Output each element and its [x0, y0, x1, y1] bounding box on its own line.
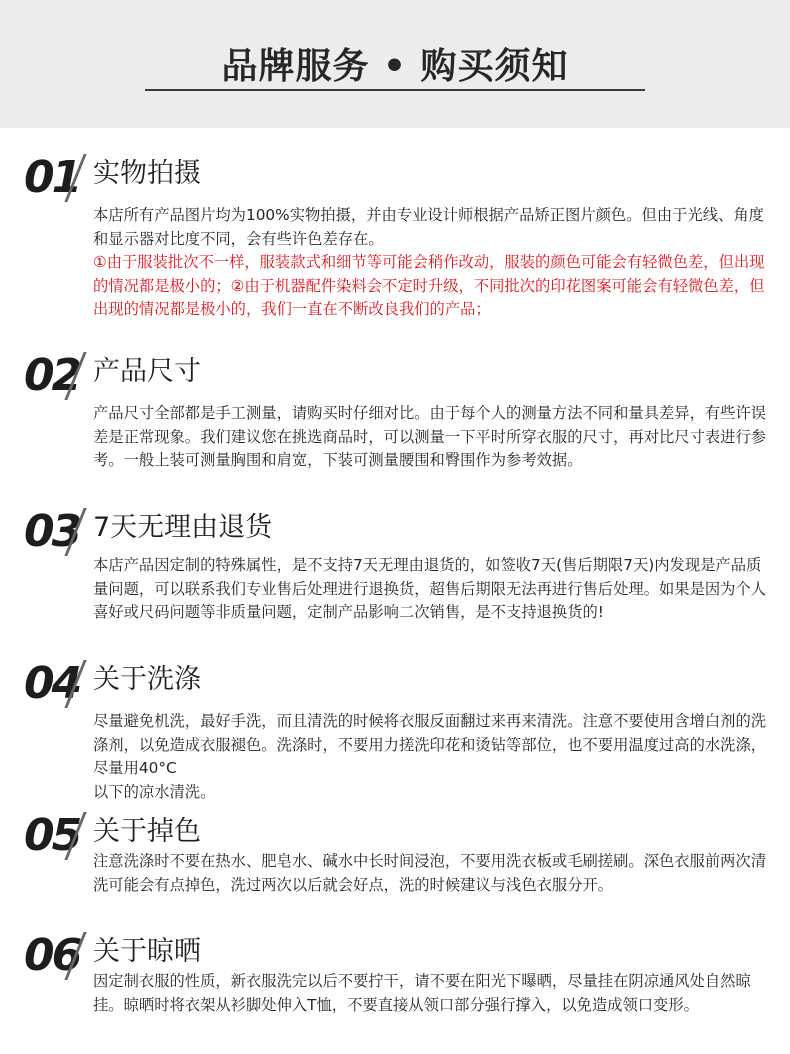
section-number: 01 — [24, 152, 80, 203]
section-text-continued: 以下的凉水清洗。 — [93, 782, 216, 801]
section-title: 关于洗涤 — [93, 664, 201, 695]
section-number: 06 — [24, 930, 80, 981]
section-red-text: ①由于服装批次不一样，服装款式和细节等可能会稍作改动，服装的颜色可能会有轻微色差，但出现的情况都是极小的；②由于机器配件染料会不定时升级，不同批次的印花图案可能会有轻微色差，但出现的情况都是极小的，我们一直在不断改良我们的产品； — [93, 253, 765, 318]
section-body — [93, 204, 769, 322]
section-title: 实物拍摄 — [93, 158, 201, 189]
section-title: 7天无理由退货 — [93, 512, 273, 543]
section-title: 关于掉色 — [93, 816, 201, 847]
section-title: 产品尺寸 — [93, 356, 201, 387]
section-text: 因定制衣服的性质，新衣服洗完以后不要拧干，请不要在阳光下曝晒，尽量挂在阴凉通风处自然晾挂。晾晒时将衣架从衫脚处伸入T恤，不要直接从领口部分强行撑入，以免造成领口变形。 — [93, 972, 751, 1014]
section-number: 02 — [24, 350, 80, 401]
section-text: 本店所有产品图片均为100%实物拍摄，并由专业设计师根据产品矫正图片颜色。但由于光线、角度和显示器对比度不同，会有些许色差存在。 — [93, 206, 764, 248]
section-text: 产品尺寸全部都是手工测量，请购买时仔细对比。由于每个人的测量方法不同和量具差异，有些许误差是正常现象。我们建议您在挑选商品时，可以测量一下平时所穿衣服的尺寸，再对比尺寸表进行参考。一般上装可测量胸围和肩宽，下装可测量腰围和臀围作为参考效据。 — [93, 404, 767, 469]
section-title: 关于晾晒 — [93, 936, 201, 967]
section-text: 本店产品因定制的特殊属性，是不支持7天无理由退货的，如签收7天(售后期限7天)内发现是产品质量问题，可以联系我们专业售后处理进行退换货，超售后期限无法再进行售后处理。如果是因为个人喜好或尺码问题等非质量问题，定制产品影响二次销售，是不支持退换货的! — [93, 556, 767, 621]
section-number: 03 — [24, 506, 80, 557]
section-number: 05 — [24, 810, 80, 861]
section-body — [93, 554, 769, 625]
page-title: 品牌服务 • 购买须知 — [221, 46, 569, 87]
section-body — [93, 970, 769, 1017]
section-body — [93, 710, 769, 804]
page-header — [0, 0, 790, 128]
notice-panel — [0, 128, 790, 1054]
section-text: 注意洗涤时不要在热水、肥皂水、碱水中长时间浸泡，不要用洗衣板或毛刷搓刷。深色衣服前两次清洗可能会有点掉色，洗过两次以后就会好点，洗的时候建议与浅色衣服分开。 — [93, 852, 767, 894]
section-body — [93, 402, 769, 473]
title-underline — [145, 89, 645, 91]
section-number: 04 — [24, 658, 80, 709]
section-text: 尽量避免机洗，最好手洗，而且清洗的时候将衣服反面翻过来再来清洗。注意不要使用含增白剂的洗涤剂，以免造成衣服褪色。洗涤时，不要用力搓洗印花和烫钻等部位，也不要用温度过高的水洗涤，尽量用40°C — [93, 712, 767, 777]
section-body — [93, 850, 769, 897]
